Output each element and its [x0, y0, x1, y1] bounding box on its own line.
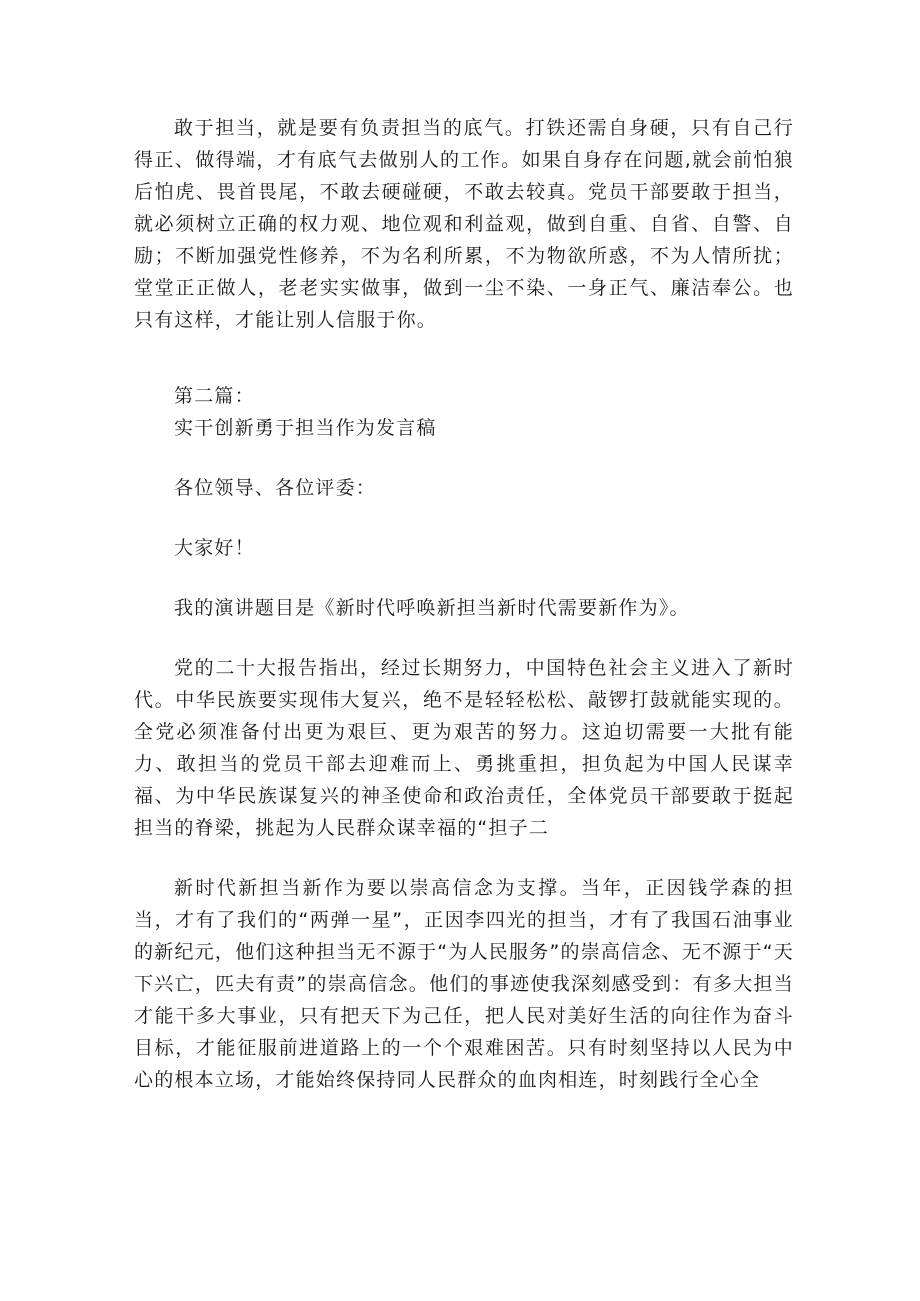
greeting: 大家好！ — [174, 537, 255, 559]
paragraph-lofty-belief: 新时代新担当新作为要以崇高信念为支撑。当年，正因钱学森的担当，才有了我们的“两弹一星”，正因李四光的担当，才有了我国石油事业的新纪元，他们这种担当无不源于“为人民服务”的崇高信念、无不源于“天下兴亡，匹夫有责”的崇高信念。他们的事迹使我深刻感受到：有多大担当才能干多大事业，只有把天下为己任，把人民对美好生活的向往作为奋斗目标，才能征服前进道路上的一个个艰难困苦。只有时刻坚持以人民为中心的根本立场，才能始终保持同人民群众的血肉相连，时刻践行全心全 — [134, 877, 794, 1091]
paragraph-courage-to-take-responsibility: 敢于担当，就是要有负责担当的底气。打铁还需自身硬，只有自己行得正、做得端，才有底气去做别人的工作。如果自身存在问题,就会前怕狼后怕虎、畏首畏尾，不敢去硬碰硬，不敢去较真。党员干部要敢于担当，就必须树立正确的权力观、地位观和利益观，做到自重、自省、自警、自励；不断加强党性修养，不为名利所累，不为物欲所惑，不为人情所扰；堂堂正正做人，老老实实做事，做到一尘不染、一身正气、廉洁奉公。也只有这样，才能让别人信服于你。 — [134, 117, 794, 331]
document-body — [134, 112, 794, 1096]
salutation: 各位领导、各位评委： — [174, 477, 377, 499]
paragraph-new-era: 党的二十大报告指出，经过长期努力，中国特色社会主义进入了新时代。中华民族要实现伟大复兴，绝不是轻轻松松、敲锣打鼓就能实现的。全党必须准备付出更为艰巨、更为艰苦的努力。这迫切需要一大批有能力、敢担当的党员干部去迎难而上、勇挑重担，担负起为中国人民谋幸福、为中华民族谋复兴的神圣使命和政治责任，全体党员干部要敢于挺起担当的脊梁，挑起为人民群众谋幸福的“担子二 — [134, 657, 794, 839]
section-title: 实干创新勇于担当作为发言稿 — [174, 417, 437, 439]
section-label: 第二篇： — [174, 385, 255, 407]
speech-topic: 我的演讲题目是《新时代呼唤新担当新时代需要新作为》。 — [174, 597, 690, 619]
